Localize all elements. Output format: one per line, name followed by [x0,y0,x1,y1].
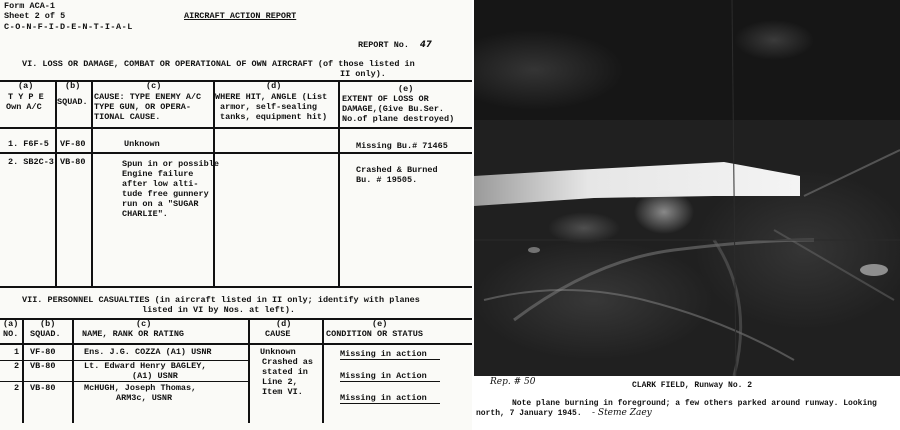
report-number: 47 [420,40,432,50]
divider [0,343,472,345]
report-number-label: REPORT No. [358,40,410,50]
col-e-header: EXTENT OF LOSS OR [342,94,429,104]
divider [0,127,472,129]
s7-row1-squad: VF-80 [30,347,56,357]
s6-row1-type: 1. F6F-5 [8,139,49,149]
col-a-header: T Y P E [8,92,44,102]
s7-col-c-letter: (c) [136,319,152,329]
col-b-letter: (b) [65,81,81,91]
underline [340,359,440,360]
col-e-header-2: DAMAGE,(Give Bu.Ser. [342,104,445,114]
s7-col-a-letter: (a) [3,319,19,329]
section7-title: VII. PERSONNEL CASUALTIES (in aircraft listed in II only; identify with planes [22,295,420,305]
photo-caption-line1: Note plane burning in foreground; a few others parked around runway. Looking [512,399,877,408]
col-c-header-2: TYPE GUN, OR OPERA- [94,102,191,112]
col-e-header-3: No.of plane destroyed) [342,114,455,124]
col-c-header: CAUSE: TYPE ENEMY A/C [94,92,202,102]
aerial-photo [474,0,900,376]
col-a-header-2: Own A/C [6,102,42,112]
divider [322,318,324,423]
s7-row1-name: Ens. J.G. COZZA (A1) USNR [84,347,212,357]
underline [340,403,440,404]
s6-row2-squad: VB-80 [60,157,86,167]
s7-row2-status: Missing in Action [340,371,427,381]
aerial-photo-panel [472,0,900,430]
col-c-letter: (c) [146,81,162,91]
classification: C-O-N-F-I-D-E-N-T-I-A-L [4,22,133,32]
parked-plane [528,247,540,253]
parked-plane [860,264,888,276]
s7-row3-squad: VB-80 [30,383,56,393]
col-c-header-3: TIONAL CAUSE. [94,112,161,122]
photo-caption-title: CLARK FIELD, Runway No. 2 [632,381,753,390]
divider [0,286,472,288]
s6-row1-extent: Missing Bu.# 71465 [356,141,448,151]
sheet-number: Sheet 2 of 5 [4,11,66,21]
divider [0,318,472,320]
s7-col-a-header: NO. [3,329,19,339]
s7-col-c-header: NAME, RANK OR RATING [82,329,185,339]
s7-row2-name: Lt. Edward Henry BAGLEY, [84,361,207,371]
underline [340,381,440,382]
col-d-letter: (d) [266,81,282,91]
s7-row3-name: ARM3c, USNR [116,393,173,403]
s6-row1-squad: VF-80 [60,139,86,149]
s7-col-e-header: CONDITION OR STATUS [326,329,423,339]
s7-col-b-letter: (b) [40,319,56,329]
s6-row2-cause: run on a "SUGAR [122,199,199,209]
s6-row2-extent: Bu. # 19505. [356,175,418,185]
s6-row2-cause: Engine failure [122,169,194,179]
s7-row1-status: Missing in action [340,349,427,359]
s7-col-d-header: CAUSE [265,329,291,339]
s7-row2-cause: Item VI. [262,387,303,397]
divider [0,381,248,382]
s7-row1-no: 1 [14,347,20,357]
s7-col-b-header: SQUAD. [30,329,61,339]
divider [248,318,250,423]
s7-row1-cause: Unknown [260,347,296,357]
s7-col-e-letter: (e) [372,319,388,329]
s6-row2-type: 2. SB2C-3 [8,157,54,167]
s6-row2-cause: Spun in or possible [122,159,219,169]
col-d-header-3: tanks, equipment hit) [220,112,328,122]
section6-title: VI. LOSS OR DAMAGE, COMBAT OR OPERATIONAL OF OWN AIRCRAFT (of those listed in [22,59,415,69]
s7-row2-name: (A1) USNR [132,371,178,381]
col-d-header: WHERE HIT, ANGLE (List [215,92,328,102]
s7-row3-no: 2 [14,383,20,393]
section6-title-cont: II only). [340,69,386,79]
s7-col-d-letter: (d) [276,319,292,329]
divider [91,80,93,286]
col-d-header-2: armor, self-sealing [220,102,317,112]
s7-row2-cause: stated in [262,367,308,377]
col-b-header: SQUAD. [57,97,88,107]
aerial-photo-image [474,0,900,376]
divider [338,80,340,286]
s7-row2-cause: Line 2, [262,377,298,387]
section7-title-cont: listed in VI by Nos. at left). [142,305,296,315]
smoke-plume [634,190,694,234]
s6-row1-cause: Unknown [124,139,160,149]
s7-row3-status: Missing in action [340,393,427,403]
s7-row2-squad: VB-80 [30,361,56,371]
col-a-letter: (a) [18,81,34,91]
photo-caption-line2: north, 7 January 1945. [476,409,582,418]
s6-row2-cause: CHARLIE". [122,209,168,219]
s6-row2-extent: Crashed & Burned [356,165,438,175]
reference-note: Rep. # 50 [490,377,536,387]
col-e-letter: (e) [398,84,414,94]
s7-row2-cause: Crashed as [262,357,314,367]
form-number: Form ACA-1 [4,1,56,11]
s7-row3-name: McHUGH, Joseph Thomas, [84,383,197,393]
divider [0,152,472,154]
s7-row2-no: 2 [14,361,20,371]
handwritten-note: - Steme Zaey [592,408,652,418]
report-title: AIRCRAFT ACTION REPORT [184,11,297,21]
divider [55,80,57,286]
divider [72,318,74,423]
divider [22,318,24,423]
s6-row2-cause: after low alti- [122,179,199,189]
divider [213,80,215,286]
s6-row2-cause: tude free gunnery [122,189,209,199]
